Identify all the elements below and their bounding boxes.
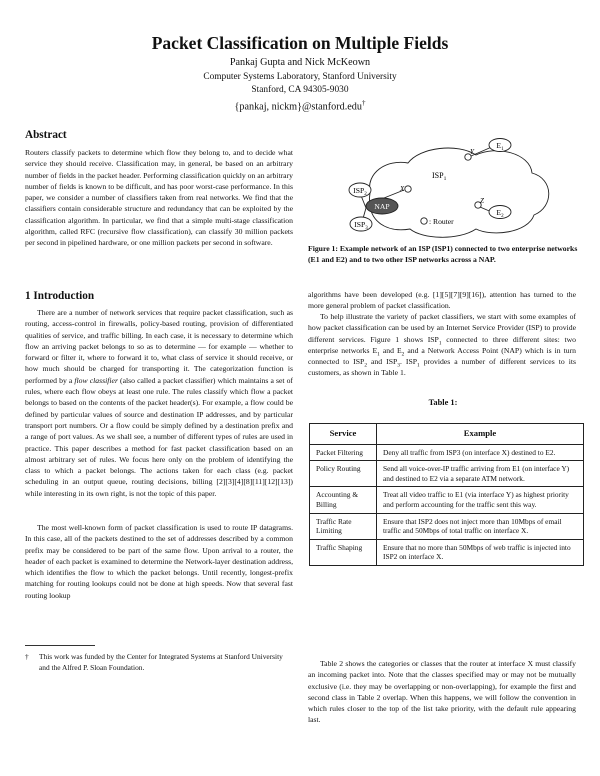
abstract-text: Routers classify packets to determine which flow they belong to, and to decide what service they should receive. Classification may, in general, be based on an arbitrary number of fields in the packet header. Performing classification quickly on an arbitrary number of fields is known to be difficult, and has poor worst-case performance. In this paper, we consider a number of classifiers taken from real networks. We find that the classifiers contain considerable structure and redundancy that can be exploited by the classification algorithm. In particular, we find that a simple multi-stage classification algorithm, called RFC (recursive flow classification), can classify 30 million packets per second in pipelined hardware, or one million packets per second in software. [25, 148, 293, 248]
isp1-label: $ISP_1$ [432, 171, 447, 182]
email-line [0, 97, 600, 114]
example-cell: Ensure that no more than 50Mbps of web traffic is injected into ISP2 on interface X. [377, 539, 584, 565]
right-paragraph-2: To help illustrate the variety of packet classifiers, we start with some examples of how packet classification can be used by an Internet Service Provider (ISP) to provide different services. Figure 1 shows $ISP_1$ connected to three different sites: two enterprise networks $E_1$ and $E_2$ and a Network Access Point (NAP) which is in turn connected to $ISP_2$ and $ISP_3$. $ISP_1$ provides a number of different services to its customers, as shown in Table 1. [308, 312, 576, 378]
table-1 [309, 423, 584, 566]
isp3-label: $ISP_3$ [354, 220, 368, 231]
email-footnote-mark: † [362, 99, 366, 107]
service-cell: Packet Filtering [310, 444, 377, 461]
introduction-heading: 1 Introduction [25, 290, 95, 302]
service-cell: Policy Routing [310, 461, 377, 487]
column-header-service: Service [310, 424, 377, 445]
interface-z-label: Z [480, 197, 484, 205]
table-row [310, 487, 584, 513]
address: Stanford, CA 94305-9030 [251, 85, 349, 95]
figure-1-network-diagram [308, 133, 578, 241]
router-x-icon [405, 186, 411, 192]
intro-paragraph-1: There are a number of network services that require packet classification, such as routing, access-control in firewalls, policy-based routing, provision of differentiated qualities of service, and traffic billing. In each case, it is necessary to determine which flow an arriving packet belongs to so as to determine — for example — whether to forward or filter it, where to forward it to, what class of service it should receive, or how much should be charged for transporting it. The categorization function is performed by a flow classifier (also called a packet classifier) which maintains a set of rules, where each flow obeys at least one rule. The rules classify which flow a packet belongs to based on the contents of the packet header(s). For example, a flow could be defined by particular values of source and destination IP addresses, and by particular transport port numbers. Or a flow could be simply defined by a destination prefix and a range of port values. As we shall see, a number of different types of rules are used in practice. This paper describes a method for fast packet classification based on an almost arbitrary set of rules. We focus here only on the problem of identifying the class to which a packet belongs. The actions taken for each class (e.g. packet scheduling in an output queue, routing decisions, billing [2][3][4][8][11][12][13]) while interesting in its own right, is not the topic of this paper. [25, 308, 293, 498]
e1-label: $E_1$ [496, 141, 504, 152]
interface-y-label: Y [470, 148, 474, 156]
affiliation: Computer Systems Laboratory, Stanford University [203, 72, 397, 82]
service-cell: Accounting & Billing [310, 487, 377, 513]
router-legend-label: : Router [429, 217, 454, 226]
footnote [25, 652, 293, 673]
service-cell: Traffic Rate Limiting [310, 513, 377, 539]
example-cell: Deny all traffic from ISP3 (on interface X) destined to E2. [377, 444, 584, 461]
email: {pankaj, nickm}@stanford.edu [234, 101, 362, 113]
table-row [310, 444, 584, 461]
service-cell: Traffic Shaping [310, 539, 377, 565]
table-header-row [310, 424, 584, 445]
footnote-rule [25, 645, 95, 646]
router-legend-icon [421, 218, 427, 224]
table-row [310, 461, 584, 487]
footnote-mark: † [25, 652, 29, 661]
example-cell: Send all voice-over-IP traffic arriving from E1 (on interface Y) and destined to E2 via a separate ATM network. [377, 461, 584, 487]
authors: Pankaj Gupta and Nick McKeown [229, 57, 371, 68]
figure-1-caption: Figure 1: Example network of an ISP (ISP1) connected to two enterprise networks (E1 and E2) and to two other ISP networks across a NAP. [308, 244, 578, 265]
table-row [310, 513, 584, 539]
flow-classifier-term: flow classifier [74, 375, 118, 385]
example-cell: Ensure that ISP2 does not inject more than 10Mbps of email traffic and 50Mbps of total traffic on interface X. [377, 513, 584, 539]
example-cell: Treat all video traffic to E1 (via interface Y) as highest priority and perform accounting for the traffic sent this way. [377, 487, 584, 513]
abstract-heading: Abstract [25, 129, 67, 141]
interface-x-label: X [400, 185, 405, 193]
paper-title: Packet Classification on Multiple Fields [151, 33, 449, 53]
column-header-example: Example [377, 424, 584, 445]
isp2-label: $ISP_2$ [353, 186, 367, 197]
right-paragraph-3: Table 2 shows the categories or classes that the router at interface X must classify an incoming packet into. Note that the classes specified may or may not be mutually exclusive (i.e. they may be overlapping or non-overlapping), for example the first and second class in Table 2 overlap. When this happens, we will follow the convention in which rules closer to the top of the list take priority, with the default rule appearing last. [308, 659, 576, 725]
table-row [310, 539, 584, 565]
intro-paragraph-2: The most well-known form of packet classification is used to route IP datagrams. In this case, all of the packets destined to the set of addresses described by a common prefix may be considered to be part of the same flow. Upon arrival to a router, the header of each packet is examined to determine the Network-layer destination address, which identifies the flow to which the packet belongs. Until recently, longest-prefix matching for routing lookups could not be done at high speeds. Now that several fast routing lookup [25, 523, 293, 600]
nap-label: NAP [374, 202, 390, 211]
table-1-caption: Table 1: [428, 398, 458, 407]
e2-label: $E_2$ [496, 208, 504, 219]
right-paragraph-1: algorithms have been developed (e.g. [1][5][7][9][16]), attention has turned to the more general problem of packet classification. [308, 290, 576, 311]
footnote-text: This work was funded by the Center for Integrated Systems at Stanford University and the Alfred P. Sloan Foundation. [39, 652, 283, 672]
